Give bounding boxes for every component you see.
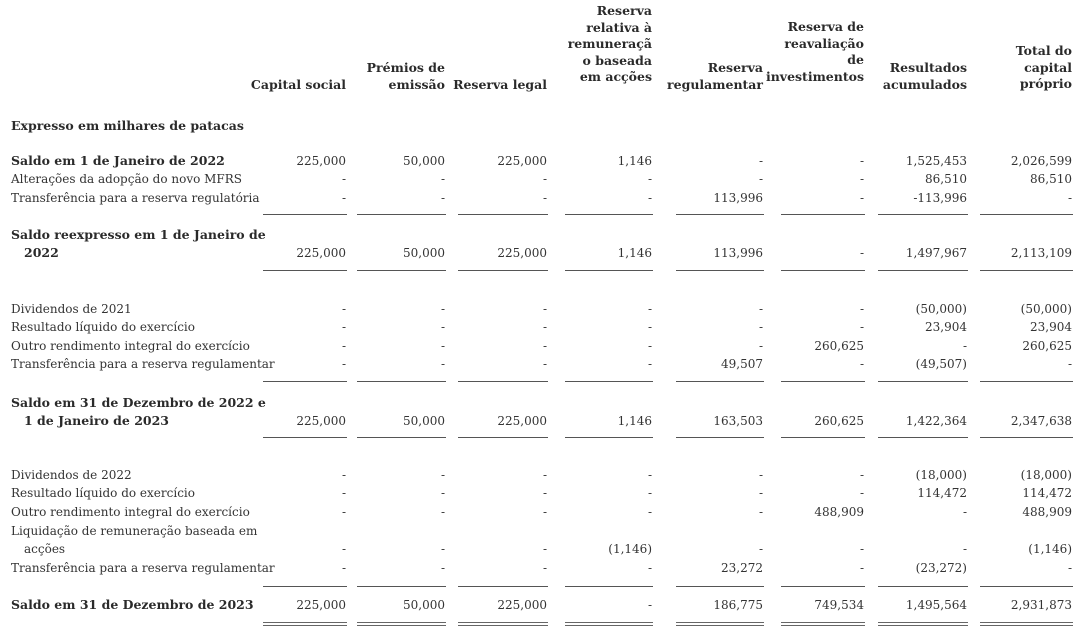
row-label: Outro rendimento integral do exercício [11, 505, 250, 519]
row-label: Liquidação de remuneração baseada em [11, 524, 258, 538]
double-underline [878, 622, 968, 626]
cell-capital-social: - [341, 468, 346, 482]
cell-reserva-legal: 225,000 [497, 246, 547, 260]
cell-reserva-remuneracao: - [647, 191, 652, 205]
cell-resultados-acumulados: (18,000) [915, 468, 967, 482]
cell-resultados-acumulados: 86,510 [925, 172, 967, 186]
cell-reserva-remuneracao: - [647, 339, 652, 353]
cell-reserva-reavaliacao: - [859, 154, 864, 168]
double-underline [357, 622, 446, 626]
cell-reserva-regulamentar: - [758, 320, 763, 334]
double-underline [781, 622, 865, 626]
cell-reserva-reavaliacao: - [859, 246, 864, 260]
cell-premios-emissao: 50,000 [403, 154, 445, 168]
subtotal-underline [458, 586, 548, 587]
double-underline [458, 622, 548, 626]
cell-reserva-reavaliacao: - [859, 561, 864, 575]
subtotal-underline [458, 270, 548, 271]
row-label-continued: 2022 [24, 245, 59, 260]
subtotal-underline [565, 214, 653, 215]
double-underline [676, 622, 764, 626]
cell-reserva-reavaliacao: 488,909 [814, 505, 864, 519]
cell-reserva-remuneracao: - [647, 357, 652, 371]
cell-total-capital-proprio: 488,909 [1022, 505, 1072, 519]
cell-premios-emissao: - [440, 339, 445, 353]
row-label: Saldo reexpresso em 1 de Janeiro de [11, 227, 266, 242]
cell-reserva-remuneracao: 1,146 [617, 154, 652, 168]
cell-total-capital-proprio: 260,625 [1022, 339, 1072, 353]
cell-capital-social: 225,000 [296, 154, 346, 168]
subtotal-underline [565, 270, 653, 271]
cell-reserva-regulamentar: 113,996 [713, 191, 763, 205]
cell-reserva-legal: 225,000 [497, 154, 547, 168]
cell-resultados-acumulados: 1,525,453 [905, 154, 967, 168]
cell-reserva-legal: - [542, 542, 547, 556]
subtotal-underline [980, 586, 1073, 587]
cell-reserva-regulamentar: 163,503 [713, 414, 763, 428]
cell-reserva-remuneracao: - [647, 320, 652, 334]
row-label: Resultado líquido do exercício [11, 320, 195, 334]
cell-capital-social: - [341, 172, 346, 186]
subtotal-underline [676, 381, 764, 382]
cell-premios-emissao: - [440, 302, 445, 316]
subtotal-underline [357, 270, 446, 271]
cell-reserva-regulamentar: 49,507 [721, 357, 763, 371]
cell-reserva-regulamentar: 113,996 [713, 246, 763, 260]
cell-reserva-legal: - [542, 339, 547, 353]
row-label: Dividendos de 2021 [11, 302, 132, 316]
cell-total-capital-proprio: 86,510 [1030, 172, 1072, 186]
cell-reserva-legal: 225,000 [497, 598, 547, 612]
cell-total-capital-proprio: 2,113,109 [1010, 246, 1072, 260]
cell-reserva-reavaliacao: - [859, 542, 864, 556]
subtotal-underline [781, 437, 865, 438]
row-label: Saldo em 31 de Dezembro de 2022 e [11, 395, 266, 410]
cell-capital-social: 225,000 [296, 414, 346, 428]
col-header-premios-emissao: Prémios de emissão [366, 60, 445, 92]
cell-premios-emissao: - [440, 191, 445, 205]
double-underline [565, 622, 653, 626]
col-header-reserva-remuneracao: Reserva relativa à remuneraçã o baseada em acções [567, 3, 652, 84]
subtotal-underline [781, 270, 865, 271]
unit-label: Expresso em milhares de patacas [11, 118, 244, 133]
cell-reserva-legal: - [542, 172, 547, 186]
cell-reserva-regulamentar: 186,775 [713, 598, 763, 612]
cell-reserva-reavaliacao: - [859, 468, 864, 482]
row-label-continued: 1 de Janeiro de 2023 [24, 413, 170, 428]
cell-reserva-regulamentar: - [758, 542, 763, 556]
cell-capital-social: - [341, 486, 346, 500]
subtotal-underline [357, 437, 446, 438]
subtotal-underline [458, 381, 548, 382]
cell-reserva-remuneracao: - [647, 468, 652, 482]
cell-resultados-acumulados: (49,507) [915, 357, 967, 371]
cell-reserva-regulamentar: - [758, 468, 763, 482]
double-underline [980, 622, 1073, 626]
cell-resultados-acumulados: (23,272) [915, 561, 967, 575]
cell-reserva-reavaliacao: - [859, 172, 864, 186]
cell-reserva-remuneracao: (1,146) [608, 542, 652, 556]
cell-resultados-acumulados: - [962, 542, 967, 556]
subtotal-underline [878, 214, 968, 215]
double-underline [263, 622, 347, 626]
cell-total-capital-proprio: - [1067, 357, 1072, 371]
cell-reserva-legal: 225,000 [497, 414, 547, 428]
cell-premios-emissao: - [440, 561, 445, 575]
subtotal-underline [565, 381, 653, 382]
cell-capital-social: - [341, 339, 346, 353]
subtotal-underline [357, 381, 446, 382]
subtotal-underline [980, 270, 1073, 271]
cell-reserva-legal: - [542, 505, 547, 519]
cell-reserva-reavaliacao: - [859, 486, 864, 500]
cell-reserva-legal: - [542, 486, 547, 500]
cell-reserva-remuneracao: - [647, 505, 652, 519]
cell-total-capital-proprio: 23,904 [1030, 320, 1072, 334]
col-header-total-capital-proprio: Total do capital próprio [1015, 43, 1072, 91]
subtotal-underline [781, 586, 865, 587]
cell-reserva-remuneracao: - [647, 598, 652, 612]
cell-reserva-legal: - [542, 561, 547, 575]
cell-resultados-acumulados: - [962, 505, 967, 519]
cell-capital-social: - [341, 505, 346, 519]
row-label: Transferência para a reserva regulamentar [11, 357, 275, 371]
subtotal-underline [878, 270, 968, 271]
cell-total-capital-proprio: (1,146) [1028, 542, 1072, 556]
row-label: Saldo em 1 de Janeiro de 2022 [11, 153, 225, 168]
row-label: Outro rendimento integral do exercício [11, 339, 250, 353]
subtotal-underline [458, 214, 548, 215]
subtotal-underline [878, 437, 968, 438]
cell-total-capital-proprio: - [1067, 561, 1072, 575]
cell-capital-social: - [341, 561, 346, 575]
cell-total-capital-proprio: - [1067, 191, 1072, 205]
cell-reserva-regulamentar: - [758, 339, 763, 353]
subtotal-underline [878, 381, 968, 382]
row-label: Dividendos de 2022 [11, 468, 132, 482]
cell-reserva-regulamentar: - [758, 486, 763, 500]
subtotal-underline [980, 437, 1073, 438]
cell-total-capital-proprio: 2,931,873 [1010, 598, 1072, 612]
cell-premios-emissao: - [440, 505, 445, 519]
cell-resultados-acumulados: 1,422,364 [905, 414, 967, 428]
cell-reserva-remuneracao: - [647, 561, 652, 575]
cell-resultados-acumulados: 23,904 [925, 320, 967, 334]
cell-reserva-regulamentar: 23,272 [721, 561, 763, 575]
cell-premios-emissao: 50,000 [403, 598, 445, 612]
cell-premios-emissao: - [440, 542, 445, 556]
cell-resultados-acumulados: -113,996 [913, 191, 967, 205]
cell-reserva-legal: - [542, 468, 547, 482]
row-label: Saldo em 31 de Dezembro de 2023 [11, 597, 254, 612]
cell-total-capital-proprio: (18,000) [1020, 468, 1072, 482]
cell-premios-emissao: - [440, 320, 445, 334]
cell-reserva-reavaliacao: - [859, 320, 864, 334]
row-label-continued: acções [24, 542, 66, 556]
col-header-capital-social: Capital social [250, 77, 346, 92]
cell-resultados-acumulados: (50,000) [915, 302, 967, 316]
cell-reserva-reavaliacao: 749,534 [814, 598, 864, 612]
cell-total-capital-proprio: 114,472 [1022, 486, 1072, 500]
cell-capital-social: 225,000 [296, 246, 346, 260]
row-label: Transferência para a reserva regulatória [11, 191, 260, 205]
subtotal-underline [676, 270, 764, 271]
cell-capital-social: - [341, 542, 346, 556]
subtotal-underline [781, 381, 865, 382]
subtotal-underline [676, 437, 764, 438]
cell-reserva-remuneracao: 1,146 [617, 414, 652, 428]
cell-capital-social: - [341, 302, 346, 316]
cell-capital-social: - [341, 357, 346, 371]
cell-reserva-reavaliacao: 260,625 [814, 414, 864, 428]
cell-reserva-remuneracao: - [647, 302, 652, 316]
subtotal-underline [980, 214, 1073, 215]
subtotal-underline [357, 586, 446, 587]
row-label: Resultado líquido do exercício [11, 486, 195, 500]
cell-reserva-legal: - [542, 320, 547, 334]
subtotal-underline [565, 586, 653, 587]
cell-premios-emissao: - [440, 486, 445, 500]
col-header-reserva-legal: Reserva legal [453, 77, 547, 92]
cell-capital-social: 225,000 [296, 598, 346, 612]
cell-premios-emissao: - [440, 357, 445, 371]
cell-reserva-remuneracao: - [647, 172, 652, 186]
col-header-reserva-reavaliacao: Reserva de reavaliação de investimentos [765, 19, 864, 84]
cell-resultados-acumulados: 1,497,967 [905, 246, 967, 260]
subtotal-underline [357, 214, 446, 215]
cell-total-capital-proprio: 2,026,599 [1010, 154, 1072, 168]
cell-reserva-regulamentar: - [758, 302, 763, 316]
cell-premios-emissao: - [440, 172, 445, 186]
cell-reserva-regulamentar: - [758, 172, 763, 186]
cell-reserva-reavaliacao: - [859, 191, 864, 205]
cell-premios-emissao: 50,000 [403, 414, 445, 428]
cell-reserva-legal: - [542, 357, 547, 371]
cell-total-capital-proprio: 2,347,638 [1010, 414, 1072, 428]
subtotal-underline [676, 214, 764, 215]
cell-premios-emissao: - [440, 468, 445, 482]
cell-premios-emissao: 50,000 [403, 246, 445, 260]
subtotal-underline [878, 586, 968, 587]
subtotal-underline [263, 381, 347, 382]
cell-reserva-legal: - [542, 302, 547, 316]
cell-reserva-regulamentar: - [758, 154, 763, 168]
subtotal-underline [980, 381, 1073, 382]
col-header-resultados-acumulados: Resultados acumulados [882, 60, 967, 92]
cell-total-capital-proprio: (50,000) [1020, 302, 1072, 316]
cell-reserva-remuneracao: - [647, 486, 652, 500]
subtotal-underline [565, 437, 653, 438]
cell-capital-social: - [341, 320, 346, 334]
cell-reserva-reavaliacao: - [859, 357, 864, 371]
row-label: Alterações da adopção do novo MFRS [11, 172, 243, 186]
subtotal-underline [263, 214, 347, 215]
subtotal-underline [263, 586, 347, 587]
cell-reserva-legal: - [542, 191, 547, 205]
subtotal-underline [458, 437, 548, 438]
cell-reserva-reavaliacao: 260,625 [814, 339, 864, 353]
subtotal-underline [676, 586, 764, 587]
subtotal-underline [263, 270, 347, 271]
row-label: Transferência para a reserva regulamentar [11, 561, 275, 575]
cell-reserva-regulamentar: - [758, 505, 763, 519]
cell-reserva-remuneracao: 1,146 [617, 246, 652, 260]
subtotal-underline [781, 214, 865, 215]
cell-resultados-acumulados: 114,472 [917, 486, 967, 500]
subtotal-underline [263, 437, 347, 438]
cell-capital-social: - [341, 191, 346, 205]
cell-resultados-acumulados: 1,495,564 [905, 598, 967, 612]
col-header-reserva-regulamentar: Reserva regulamentar [667, 60, 763, 92]
cell-reserva-reavaliacao: - [859, 302, 864, 316]
cell-resultados-acumulados: - [962, 339, 967, 353]
